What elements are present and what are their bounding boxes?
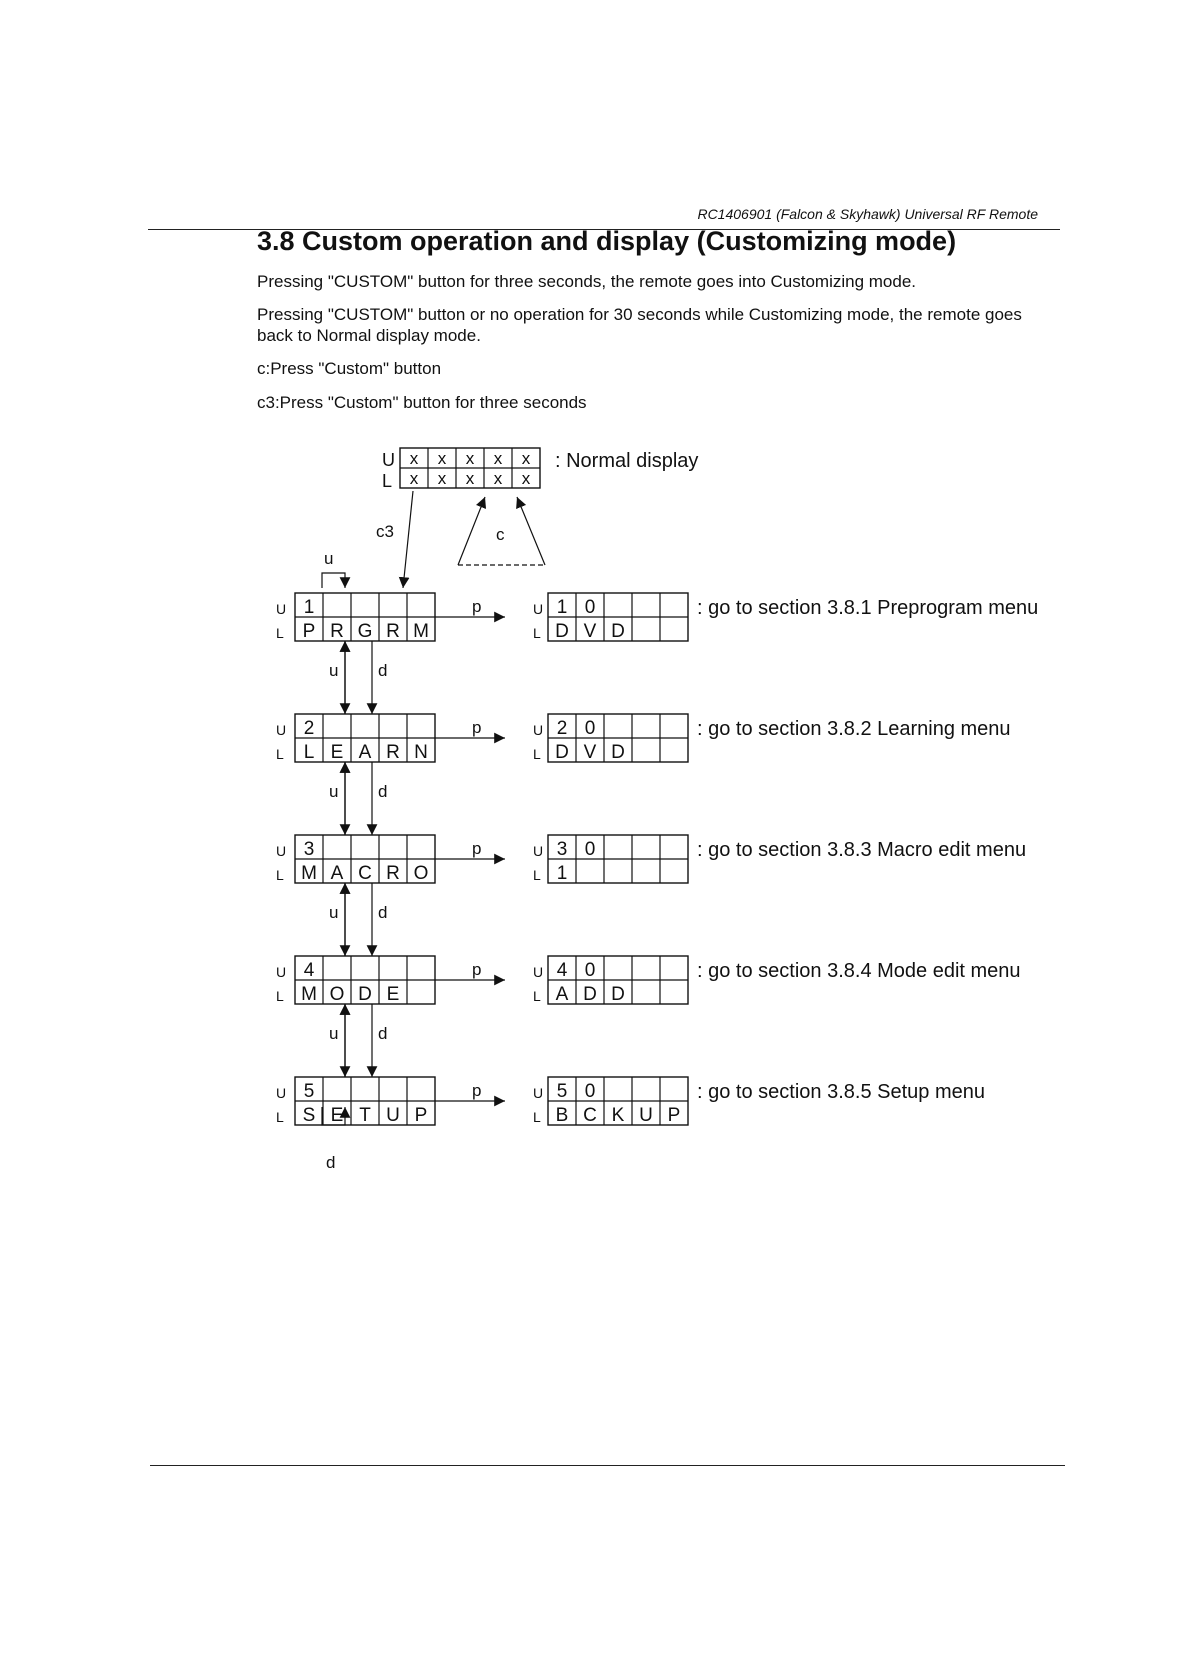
menu-3-lcd — [295, 835, 435, 884]
d-loop-label: d — [326, 1153, 336, 1172]
lcd-char: T — [359, 1105, 371, 1126]
lcd-char: M — [301, 863, 317, 884]
row-label-lower: L — [276, 867, 284, 883]
lcd-char: E — [330, 1105, 344, 1126]
row-label-lower: L — [533, 867, 541, 883]
lcd-char: 0 — [584, 960, 596, 981]
u-arrow-label: u — [329, 661, 339, 680]
row-label-upper: U — [276, 722, 287, 738]
row-label-upper: U — [533, 964, 544, 980]
lcd-char: 5 — [303, 1081, 315, 1102]
submenu-5-label: : go to section 3.8.5 Setup menu — [697, 1081, 985, 1103]
lcd-char: D — [611, 984, 625, 1005]
row-label-upper: U — [533, 843, 544, 859]
lcd-char: x — [493, 469, 503, 488]
lcd-char: S — [302, 1105, 316, 1126]
paragraph-enter-mode: Pressing "CUSTOM" button for three seconds, the remote goes into Customizing mode. — [257, 272, 917, 291]
lcd-char: V — [583, 621, 597, 642]
menu-1-lcd — [295, 593, 435, 642]
row-label-lower: L — [276, 1109, 284, 1125]
lcd-char: U — [386, 1105, 400, 1126]
row-label-upper: U — [382, 450, 395, 470]
lcd-char: E — [386, 984, 400, 1005]
lcd-char: D — [583, 984, 597, 1005]
legend-c3: c3:Press "Custom" button for three seconds — [257, 393, 587, 412]
u-arrow-label: u — [329, 903, 339, 922]
p-arrow-label: p — [472, 1081, 482, 1100]
submenu-2-lcd — [548, 714, 688, 763]
row-label-upper: U — [276, 964, 287, 980]
lcd-char: C — [358, 863, 372, 884]
submenu-1-lcd — [548, 593, 688, 642]
submenu-2-label: : go to section 3.8.2 Learning menu — [697, 718, 1011, 740]
lcd-char: 1 — [556, 597, 568, 618]
row-label-upper: U — [533, 1085, 544, 1101]
lcd-char: M — [301, 984, 317, 1005]
footer-rule — [150, 1465, 1065, 1466]
row-label-lower: L — [533, 625, 541, 641]
row-label-lower: L — [276, 746, 284, 762]
submenu-1-label: : go to section 3.8.1 Preprogram menu — [697, 597, 1039, 619]
lcd-char: B — [555, 1105, 569, 1126]
lcd-char: O — [329, 984, 345, 1005]
lcd-char: M — [413, 621, 429, 642]
lcd-char: R — [386, 863, 400, 884]
lcd-char: x — [465, 449, 475, 468]
lcd-char: x — [521, 449, 531, 468]
row-label-upper: U — [533, 601, 544, 617]
row-label-lower: L — [533, 1109, 541, 1125]
lcd-char: A — [555, 984, 569, 1005]
p-arrow-label: p — [472, 718, 482, 737]
lcd-char: D — [555, 742, 569, 763]
row-label-upper: U — [533, 722, 544, 738]
lcd-char: 4 — [303, 960, 315, 981]
submenu-5-lcd — [548, 1077, 688, 1126]
section-title: 3.8 Custom operation and display (Customizing mode) — [257, 226, 957, 256]
lcd-char: x — [437, 469, 447, 488]
lcd-char: x — [409, 469, 419, 488]
lcd-char: 3 — [303, 839, 315, 860]
lcd-char: D — [358, 984, 372, 1005]
lcd-char: C — [583, 1105, 597, 1126]
menu-5-lcd — [295, 1077, 435, 1126]
row-label-upper: U — [276, 601, 287, 617]
lcd-char: D — [611, 742, 625, 763]
lcd-char: O — [413, 863, 429, 884]
lcd-char: 2 — [303, 718, 315, 739]
row-label-lower: L — [533, 746, 541, 762]
d-arrow-label: d — [378, 903, 388, 922]
row-label-lower: L — [276, 988, 284, 1004]
lcd-char: A — [330, 863, 344, 884]
row-label-lower: L — [382, 471, 393, 491]
c-arrow-left — [458, 497, 485, 565]
lcd-char: P — [414, 1105, 428, 1126]
row-label-lower: L — [276, 625, 284, 641]
lcd-char: R — [386, 621, 400, 642]
lcd-char: K — [611, 1105, 625, 1126]
row-label-lower: L — [533, 988, 541, 1004]
u-loop-top — [322, 573, 345, 588]
c3-arrow — [403, 491, 413, 588]
lcd-char: x — [409, 449, 419, 468]
lcd-char: 0 — [584, 597, 596, 618]
d-arrow-label: d — [378, 661, 388, 680]
submenu-4-lcd — [548, 956, 688, 1005]
lcd-char: 0 — [584, 839, 596, 860]
normal-display-lcd — [400, 448, 540, 488]
lcd-char: A — [358, 742, 372, 763]
lcd-char: G — [357, 621, 373, 642]
u-arrow-label: u — [329, 1024, 339, 1043]
menu-2-lcd — [295, 714, 435, 763]
lcd-char: E — [330, 742, 344, 763]
legend-c: c:Press "Custom" button — [257, 359, 442, 378]
menu-4-lcd — [295, 956, 435, 1005]
lcd-char: R — [330, 621, 344, 642]
lcd-char: R — [386, 742, 400, 763]
p-arrow-label: p — [472, 597, 482, 616]
lcd-char: U — [639, 1105, 653, 1126]
lcd-char: V — [583, 742, 597, 763]
lcd-char: 4 — [556, 960, 568, 981]
submenu-4-label: : go to section 3.8.4 Mode edit menu — [697, 960, 1021, 982]
p-arrow-label: p — [472, 960, 482, 979]
d-arrow-label: d — [378, 1024, 388, 1043]
lcd-char: 3 — [556, 839, 568, 860]
submenu-3-label: : go to section 3.8.3 Macro edit menu — [697, 839, 1027, 861]
u-loop-label: u — [324, 549, 334, 568]
lcd-char: 5 — [556, 1081, 568, 1102]
document-header: RC1406901 (Falcon & Skyhawk) Universal RF Remote — [697, 206, 1038, 222]
lcd-char: D — [611, 621, 625, 642]
lcd-char: D — [555, 621, 569, 642]
lcd-char: x — [493, 449, 503, 468]
lcd-char: P — [302, 621, 316, 642]
row-label-upper: U — [276, 843, 287, 859]
lcd-char: N — [414, 742, 428, 763]
submenu-3-lcd — [548, 835, 688, 884]
lcd-char: x — [437, 449, 447, 468]
row-label-upper: U — [276, 1085, 287, 1101]
d-arrow-label: d — [378, 782, 388, 801]
lcd-char: 2 — [556, 718, 568, 739]
d-loop-bottom — [322, 1107, 345, 1125]
paragraph-exit-mode: Pressing "CUSTOM" button or no operation for 30 seconds while Customizing mode, the remote goes back to Normal display mode. — [257, 305, 1022, 345]
c3-arrow-label: c3 — [376, 522, 394, 541]
p-arrow-label: p — [472, 839, 482, 858]
normal-display-label: : Normal display — [555, 450, 699, 472]
lcd-char: L — [303, 742, 315, 763]
lcd-char: 1 — [303, 597, 315, 618]
u-arrow-label: u — [329, 782, 339, 801]
c-arrow-right — [517, 497, 545, 565]
lcd-char: P — [667, 1105, 681, 1126]
lcd-char: 1 — [556, 863, 568, 884]
c-arrow-label: c — [496, 525, 505, 544]
lcd-char: x — [465, 469, 475, 488]
lcd-char: 0 — [584, 718, 596, 739]
lcd-char: x — [521, 469, 531, 488]
lcd-char: 0 — [584, 1081, 596, 1102]
